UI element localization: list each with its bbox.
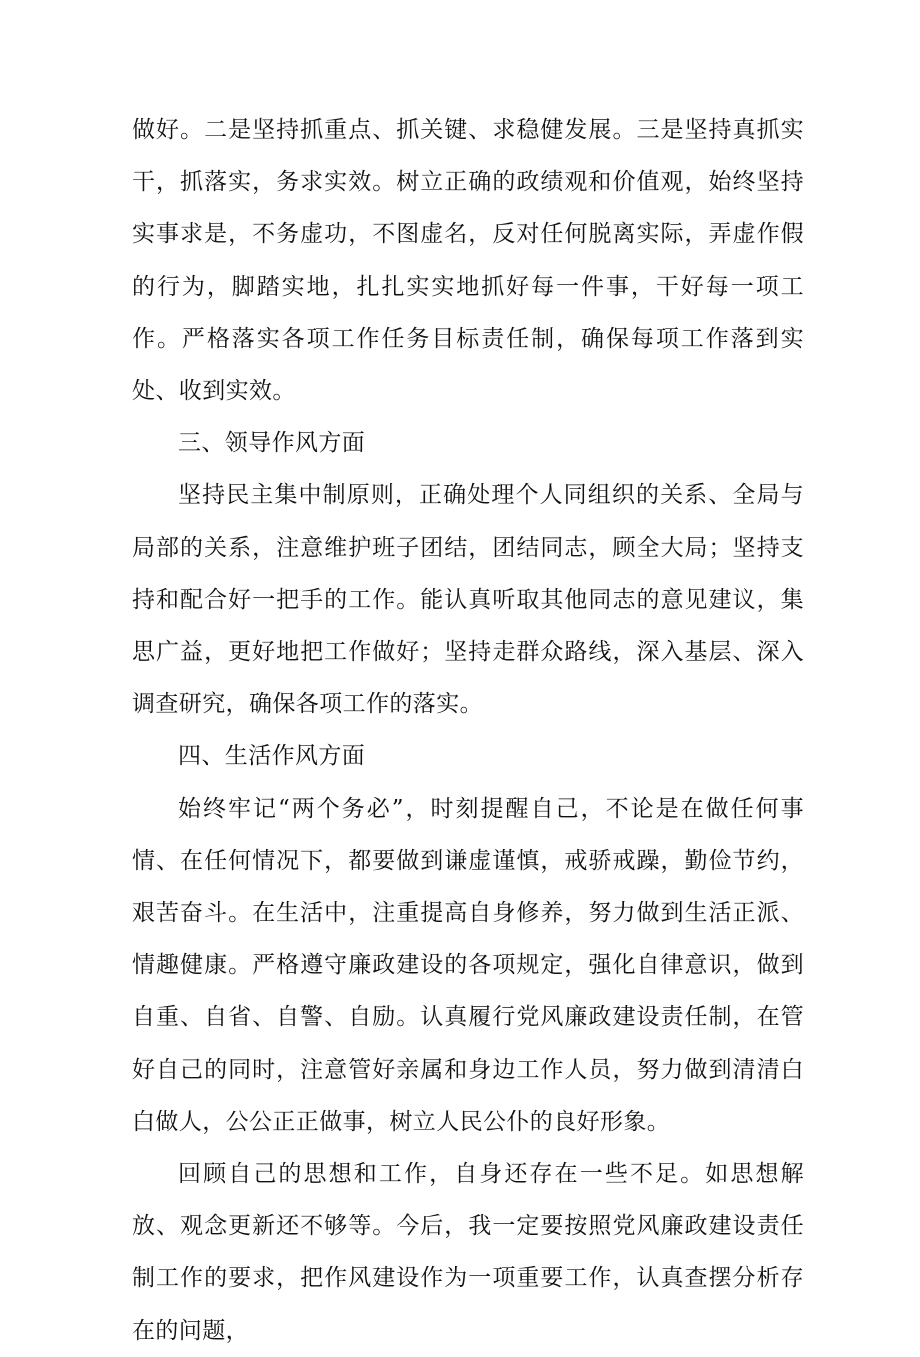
paragraph-leadership-style: 坚持民主集中制原则，正确处理个人同组织的关系、全局与局部的关系，注意维护班子团结，团结同志，顾全大局；坚持支持和配合好一把手的工作。能认真听取其他同志的意见建议，集思广益，更好地把工作做好；坚持走群众路线，深入基层、深入调查研究，确保各项工作的落实。	[132, 482, 804, 718]
section-heading-leadership-style: 三、领导作风方面	[178, 430, 366, 457]
paragraph-continued: 做好。二是坚持抓重点、抓关键、求稳健发展。三是坚持真抓实干，抓落实，务求实效。树立正确的政绩观和价值观，始终坚持实事求是，不务虚功，不图虚名，反对任何脱离实际，弄虚作假的行为，脚踏实地，扎扎实实地抓好每一件事，干好每一项工作。严格落实各项工作任务目标责任制，确保每项工作落到实处、收到实效。	[132, 117, 804, 405]
paragraph-review: 回顾自己的思想和工作，自身还存在一些不足。如思想解放、观念更新还不够等。今后，我一定要按照党风廉政建设责任制工作的要求，把作风建设作为一项重要工作，认真查摆分析存在的问题，	[132, 1161, 804, 1344]
document-body	[132, 104, 804, 1357]
section-heading-life-style: 四、生活作风方面	[178, 743, 366, 770]
paragraph-life-style: 始终牢记“两个务必”，时刻提醒自己，不论是在做任何事情、在任何情况下，都要做到谦虚谨慎，戒骄戒躁，勤俭节约，艰苦奋斗。在生活中，注重提高自身修养，努力做到生活正派、情趣健康。严格遵守廉政建设的各项规定，强化自律意识，做到自重、自省、自警、自励。认真履行党风廉政建设责任制，在管好自己的同时，注意管好亲属和身边工作人员，努力做到清清白白做人，公公正正做事，树立人民公仆的良好形象。	[132, 795, 804, 1135]
